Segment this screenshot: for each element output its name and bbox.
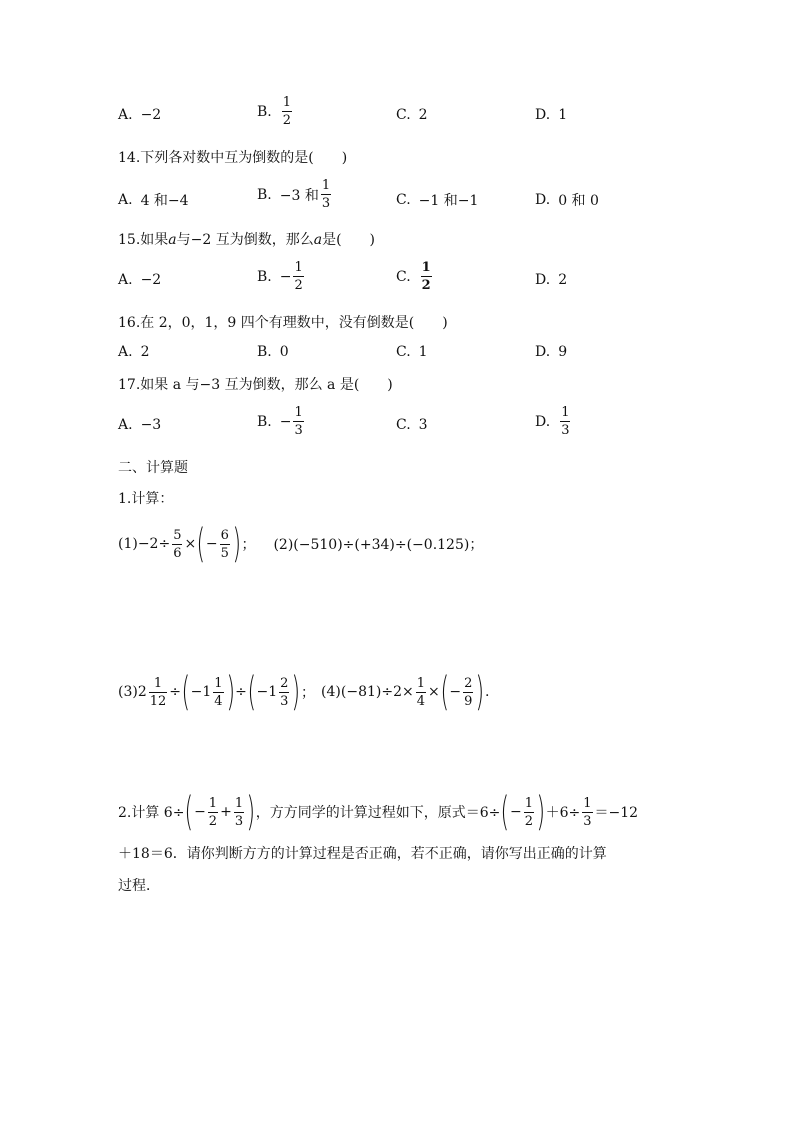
left-paren: (: [247, 669, 257, 715]
q15-option-a: [118, 272, 161, 288]
q14-option-b: [257, 179, 333, 210]
fraction: [416, 677, 426, 708]
divide-sign: ÷: [169, 684, 182, 700]
minus-sign: −: [194, 804, 206, 820]
fraction: [582, 797, 592, 828]
option-letter: D.: [535, 107, 551, 123]
minus-sign: −: [205, 536, 218, 552]
expr-text: ＝−12: [594, 805, 639, 821]
denominator: 2: [282, 113, 292, 128]
mixed-int: −1: [256, 684, 278, 700]
fraction: [560, 406, 570, 437]
option-letter: A.: [118, 107, 133, 123]
q17-option-c: [396, 417, 428, 433]
option-text: −1 和−1: [418, 193, 479, 209]
q15-stem: [118, 230, 375, 250]
fraction: [421, 261, 432, 292]
plus-sign: +: [220, 804, 232, 820]
right-paren: ): [291, 669, 301, 715]
fraction: [213, 677, 223, 708]
expression-2: (2)(−510)÷(+34)÷(−0.125)；: [273, 537, 484, 553]
expr-text: (3)2: [118, 684, 147, 700]
q15-option-d: [535, 272, 567, 288]
option-letter: D.: [535, 192, 551, 208]
minus-sign: −: [509, 804, 522, 820]
q15-var-a: a: [313, 232, 323, 248]
fraction: [293, 406, 303, 437]
option-letter: C.: [396, 417, 411, 433]
denominator: 4: [214, 693, 223, 709]
fraction: [282, 96, 292, 127]
option-text: −2: [140, 107, 162, 123]
right-paren: ): [246, 789, 256, 835]
denominator: 6: [173, 545, 182, 561]
option-letter: A.: [118, 417, 133, 433]
option-letter: C.: [396, 107, 411, 123]
q16-stem: 16.在 2，0，1，9 四个有理数中，没有倒数是( ): [118, 315, 448, 331]
numerator: 1: [583, 795, 592, 811]
expression-3: [118, 669, 490, 715]
left-paren: (: [196, 521, 206, 567]
option-letter: D.: [535, 344, 551, 360]
expr-text: ＋6÷: [545, 805, 581, 821]
q13-option-c: [396, 107, 428, 123]
expr-text: ，方方同学的计算过程如下，原式＝6÷: [255, 805, 501, 821]
q17-option-a: [118, 417, 161, 433]
denominator: 2: [294, 278, 303, 293]
right-paren: ): [536, 789, 546, 835]
fraction: [293, 261, 303, 292]
left-paren: (: [181, 669, 191, 715]
minus-sign: −: [279, 268, 292, 285]
numerator: 1: [294, 260, 303, 275]
denominator: 3: [234, 813, 244, 829]
option-text: 2: [558, 272, 568, 288]
numerator: 2: [280, 675, 289, 691]
option-text: −3: [140, 417, 162, 433]
denominator: 12: [149, 693, 167, 709]
expr-text: (4)(−81)÷2×: [321, 684, 414, 700]
expr-text: 2.计算 6÷: [118, 805, 185, 821]
option-letter: A.: [118, 344, 133, 360]
q17-option-d: [535, 406, 572, 437]
option-text: 4 和−4: [140, 193, 189, 209]
numerator: 5: [173, 527, 182, 543]
q14-option-a: [118, 190, 189, 210]
q13-option-a: [118, 107, 161, 123]
numerator: 1: [524, 795, 533, 811]
fraction: [149, 677, 168, 708]
option-letter: C.: [396, 192, 411, 208]
right-paren: ): [226, 669, 235, 715]
option-text: 1: [418, 344, 428, 360]
q16-option-d: [535, 344, 567, 360]
q13-option-d: [535, 107, 567, 123]
numerator: 1: [294, 405, 303, 420]
q16-option-a: [118, 344, 149, 360]
section-heading: 二、计算题: [118, 460, 188, 476]
q15-var-a: a: [168, 232, 177, 248]
option-letter: B.: [257, 413, 272, 430]
option-text: 1: [558, 107, 568, 123]
expression-1: [118, 521, 484, 567]
option-text: −3 和: [279, 187, 319, 204]
problem-2-line-1: [118, 789, 639, 835]
q14-stem: 14.下列各对数中互为倒数的是( ): [118, 150, 348, 166]
denominator: 5: [220, 545, 229, 561]
option-text: −2: [140, 272, 162, 288]
option-letter: B.: [257, 103, 272, 120]
minus-sign: −: [449, 684, 462, 700]
left-paren: (: [440, 669, 449, 715]
q16-option-c: [396, 344, 428, 360]
right-paren: ): [232, 521, 241, 567]
denominator: 3: [280, 693, 289, 709]
denominator: 3: [321, 196, 331, 211]
left-paren: (: [184, 789, 194, 835]
minus-sign: −: [279, 413, 292, 430]
option-letter: B.: [257, 344, 272, 360]
q15-option-b: [257, 261, 306, 292]
q15-stem-mid: 与−2 互为倒数，那么: [176, 232, 314, 248]
q17-stem: 17.如果 a 与−3 互为倒数，那么 a 是( ): [118, 377, 393, 393]
option-letter: D.: [535, 272, 551, 288]
q13-option-b: [257, 96, 294, 127]
denominator: 9: [464, 693, 473, 709]
denominator: 2: [208, 813, 218, 829]
denominator: 3: [561, 423, 570, 438]
denominator: 3: [294, 423, 303, 438]
numerator: 1: [421, 260, 431, 275]
option-text: 0 和 0: [558, 193, 599, 209]
period: .: [484, 684, 490, 700]
q16-option-b: [257, 344, 289, 360]
option-letter: C.: [396, 344, 411, 360]
q14-option-c: [396, 190, 478, 210]
semicolon: ；: [301, 685, 316, 701]
option-letter: C.: [396, 268, 411, 285]
q15-option-c: [396, 261, 434, 292]
problem-2-line-3: 过程．: [118, 878, 160, 894]
fraction: [220, 529, 230, 560]
option-text: 2: [140, 344, 150, 360]
problem-1-label: 1.计算：: [118, 491, 174, 507]
numerator: 1: [561, 405, 570, 420]
numerator: 1: [234, 795, 244, 811]
q17-option-b: [257, 406, 306, 437]
right-paren: ): [475, 669, 485, 715]
numerator: 1: [282, 95, 292, 110]
times-sign: ×: [184, 536, 197, 552]
mixed-int: −1: [190, 684, 212, 700]
option-text: 9: [558, 344, 568, 360]
fraction: [279, 677, 289, 708]
divide-sign: ÷: [235, 684, 247, 700]
q15-stem-pre: 15.如果: [118, 232, 169, 248]
option-letter: A.: [118, 192, 133, 208]
option-text: 0: [279, 344, 289, 360]
fraction: [208, 797, 218, 828]
numerator: 2: [464, 675, 473, 691]
denominator: 4: [416, 693, 425, 709]
times-sign: ×: [428, 684, 440, 700]
option-text: 2: [418, 107, 428, 123]
numerator: 1: [153, 675, 163, 691]
fraction: [234, 797, 244, 828]
option-letter: B.: [257, 186, 272, 203]
numerator: 1: [208, 795, 218, 811]
expr-text: (1)−2÷: [118, 536, 171, 552]
option-letter: A.: [118, 272, 133, 288]
option-letter: D.: [535, 413, 551, 430]
semicolon: ；: [241, 537, 256, 553]
numerator: 1: [214, 675, 223, 691]
denominator: 3: [583, 813, 592, 829]
problem-2-line-2: ＋18＝6．请你判断方方的计算过程是否正确，若不正确，请你写出正确的计算: [118, 846, 607, 862]
denominator: 2: [524, 813, 533, 829]
numerator: 1: [416, 675, 425, 691]
denominator: 2: [421, 278, 431, 293]
numerator: 1: [321, 178, 331, 193]
numerator: 6: [220, 527, 229, 543]
fraction: [524, 797, 534, 828]
fraction: [321, 179, 331, 210]
q15-stem-post: 是( ): [322, 232, 376, 248]
fraction: [172, 529, 182, 560]
q14-option-d: [535, 190, 599, 210]
fraction: [463, 677, 473, 708]
option-text: 3: [418, 417, 428, 433]
left-paren: (: [500, 789, 510, 835]
option-letter: B.: [257, 268, 272, 285]
